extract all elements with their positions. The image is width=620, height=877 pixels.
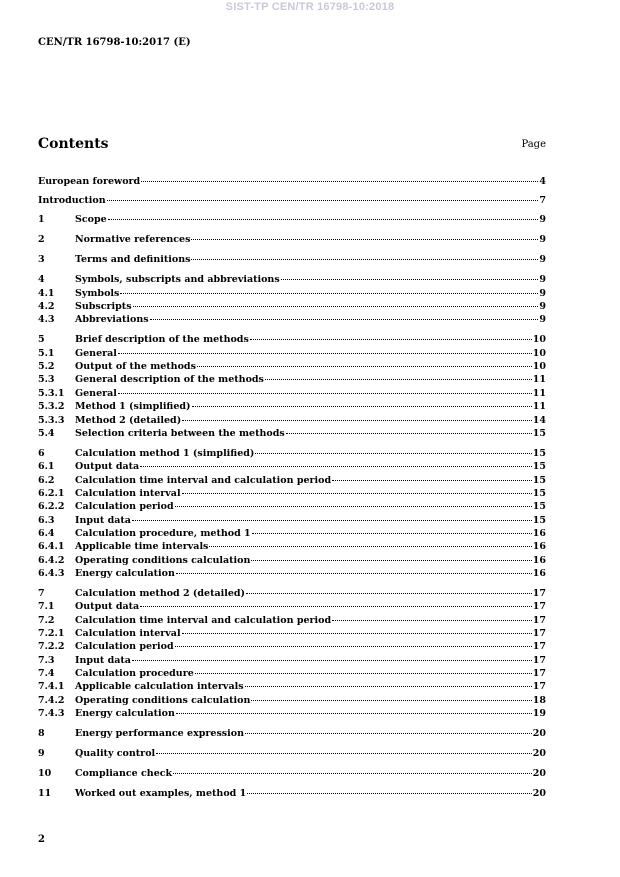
- toc-entry[interactable]: [38, 487, 546, 501]
- toc-entry-page: 9: [539, 301, 546, 312]
- toc-entry[interactable]: [38, 707, 546, 721]
- toc-entry-page: 19: [532, 708, 546, 719]
- toc-dot-leader: [175, 645, 532, 647]
- toc-dot-leader: [246, 592, 532, 594]
- toc-entry-title: Calculation procedure, method 1: [75, 528, 251, 539]
- toc-entry-page: 16: [532, 541, 546, 552]
- toc-entry-page: 16: [532, 568, 546, 579]
- toc-entry-title: Calculation interval: [75, 488, 181, 499]
- toc-entry[interactable]: [38, 213, 546, 227]
- toc-dot-leader: [132, 659, 532, 661]
- toc-entry[interactable]: [38, 667, 546, 681]
- toc-entry-page: 14: [532, 415, 546, 426]
- toc-entry-page: 4: [539, 176, 546, 187]
- toc-dot-leader: [195, 672, 532, 674]
- toc-entry-number: 7.1: [38, 601, 55, 612]
- toc-entry-page: 16: [532, 528, 546, 539]
- toc-dot-leader: [176, 712, 532, 714]
- toc-entry-number: 3: [38, 254, 45, 265]
- toc-dot-leader: [245, 685, 532, 687]
- toc-entry-number: 5.3: [38, 374, 55, 385]
- toc-entry[interactable]: [38, 654, 546, 668]
- toc-entry-number: 6.4.3: [38, 568, 65, 579]
- toc-dot-leader: [250, 338, 532, 340]
- toc-entry[interactable]: [38, 787, 546, 801]
- toc-entry-number: 7.3: [38, 655, 55, 666]
- toc-entry-number: 6.1: [38, 461, 55, 472]
- toc-entry-page: 20: [532, 768, 546, 779]
- toc-entry[interactable]: [38, 194, 546, 208]
- toc-entry-title: Applicable time intervals: [75, 541, 209, 552]
- toc-entry-page: 17: [532, 668, 546, 679]
- toc-dot-leader: [141, 180, 538, 182]
- toc-entry-number: 5: [38, 334, 45, 345]
- toc-dot-leader: [182, 492, 532, 494]
- toc-dot-leader: [286, 432, 532, 434]
- toc-entry-title: Compliance check: [75, 768, 173, 779]
- toc-entry-page: 15: [532, 515, 546, 526]
- toc-entry-page: 11: [532, 374, 546, 385]
- toc-entry-page: 17: [532, 681, 546, 692]
- toc-dot-leader: [176, 572, 532, 574]
- toc-entry-title: Calculation method 2 (detailed): [75, 588, 246, 599]
- toc-entry[interactable]: [38, 447, 546, 461]
- toc-entry-title: Method 1 (simplified): [75, 401, 191, 412]
- toc-entry-page: 17: [532, 601, 546, 612]
- toc-entry-number: 4.2: [38, 301, 55, 312]
- toc-entry-title: Calculation procedure: [75, 668, 194, 679]
- toc-dot-leader: [108, 218, 539, 220]
- toc-dot-leader: [120, 292, 538, 294]
- toc-dot-leader: [140, 605, 532, 607]
- toc-dot-leader: [247, 792, 532, 794]
- toc-entry[interactable]: [38, 347, 546, 361]
- toc-entry-page: 16: [532, 555, 546, 566]
- toc-entry[interactable]: [38, 460, 546, 474]
- toc-dot-leader: [140, 465, 532, 467]
- toc-dot-leader: [265, 378, 532, 380]
- toc-entry[interactable]: [38, 273, 546, 287]
- toc-entry[interactable]: [38, 554, 546, 568]
- toc-entry[interactable]: [38, 387, 546, 401]
- toc-entry-number: 10: [38, 768, 52, 779]
- toc-entry[interactable]: [38, 400, 546, 414]
- toc-entry-title: Applicable calculation intervals: [75, 681, 244, 692]
- toc-entry-page: 15: [532, 488, 546, 499]
- toc-entry-page: 17: [532, 628, 546, 639]
- toc-dot-leader: [245, 732, 532, 734]
- toc-entry-page: 9: [539, 288, 546, 299]
- toc-entry-title: Symbols, subscripts and abbreviations: [75, 274, 280, 285]
- toc-entry-number: 4.3: [38, 314, 55, 325]
- toc-entry[interactable]: [38, 640, 546, 654]
- toc-entry[interactable]: [38, 253, 546, 267]
- toc-dot-leader: [156, 752, 532, 754]
- toc-entry-title: Energy calculation: [75, 708, 175, 719]
- toc-entry-title: Input data: [75, 515, 131, 526]
- toc-dot-leader: [252, 532, 532, 534]
- toc-entry-number: 7.2.2: [38, 641, 65, 652]
- toc-entry[interactable]: [38, 233, 546, 247]
- toc-entry[interactable]: [38, 680, 546, 694]
- toc-entry-title: Calculation time interval and calculation period: [75, 475, 332, 486]
- toc-entry[interactable]: [38, 300, 546, 314]
- toc-dot-leader: [191, 238, 538, 240]
- toc-entry[interactable]: [38, 333, 546, 347]
- toc-entry-title: Operating conditions calculation: [75, 555, 251, 566]
- toc-entry-title: Calculation interval: [75, 628, 181, 639]
- toc-entry-page: 15: [532, 428, 546, 439]
- toc-dot-leader: [107, 199, 539, 201]
- toc-entry-number: 6.4.1: [38, 541, 65, 552]
- toc-entry-page: 9: [539, 234, 546, 245]
- toc-entry-page: 20: [532, 788, 546, 799]
- contents-title: Contents: [38, 136, 109, 152]
- toc-entry-title: Method 2 (detailed): [75, 415, 182, 426]
- toc-dot-leader: [175, 505, 532, 507]
- toc-entry-title: Calculation period: [75, 501, 174, 512]
- toc-entry-title: Output of the methods: [75, 361, 196, 372]
- toc-entry[interactable]: [38, 500, 546, 514]
- toc-entry-page: 11: [532, 388, 546, 399]
- toc-entry-number: 5.3.3: [38, 415, 65, 426]
- toc-dot-leader: [251, 699, 531, 701]
- toc-entry-page: 9: [539, 274, 546, 285]
- toc-entry-page: 17: [532, 641, 546, 652]
- toc-entry-number: 5.3.1: [38, 388, 65, 399]
- toc-entry-number: 6.3: [38, 515, 55, 526]
- toc-entry-number: 6.2.1: [38, 488, 65, 499]
- toc-entry-number: 9: [38, 748, 45, 759]
- toc-entry-number: 6.2: [38, 475, 55, 486]
- toc-entry[interactable]: [38, 175, 546, 189]
- toc-entry-number: 6: [38, 448, 45, 459]
- toc-entry-page: 7: [539, 195, 546, 206]
- toc-entry[interactable]: [38, 727, 546, 741]
- toc-entry-title: Scope: [75, 214, 107, 225]
- toc-entry-number: 5.1: [38, 348, 55, 359]
- toc-entry-number: 8: [38, 728, 45, 739]
- toc-entry-title: General: [75, 388, 117, 399]
- toc-entry-page: 9: [539, 314, 546, 325]
- toc-dot-leader: [133, 305, 539, 307]
- toc-entry[interactable]: [38, 360, 546, 374]
- toc-entry-title: Worked out examples, method 1: [75, 788, 247, 799]
- toc-entry-number: 7.4.3: [38, 708, 65, 719]
- toc-entry-page: 15: [532, 475, 546, 486]
- toc-entry-title: General description of the methods: [75, 374, 264, 385]
- toc-dot-leader: [118, 352, 532, 354]
- toc-entry[interactable]: [38, 767, 546, 781]
- toc-entry-title: Energy performance expression: [75, 728, 244, 739]
- toc-entry-number: 7: [38, 588, 45, 599]
- toc-entry-title: General: [75, 348, 117, 359]
- watermark: SIST-TP CEN/TR 16798-10:2018: [225, 1, 395, 13]
- toc-entry[interactable]: [38, 474, 546, 488]
- toc-entry[interactable]: [38, 747, 546, 761]
- toc-dot-leader: [332, 619, 532, 621]
- toc-entry-page: 17: [532, 655, 546, 666]
- toc-entry-number: 4.1: [38, 288, 55, 299]
- toc-entry-number: 4: [38, 274, 45, 285]
- toc-entry[interactable]: [38, 287, 546, 301]
- toc-entry-page: 10: [532, 361, 546, 372]
- toc-entry-number: 6.4: [38, 528, 55, 539]
- toc-entry-title: Normative references: [75, 234, 191, 245]
- toc-entry-title: Operating conditions calculation: [75, 695, 251, 706]
- toc-entry-title: Symbols: [75, 288, 120, 299]
- toc-entry-title: Quality control: [75, 748, 156, 759]
- toc-entry-number: 7.4.1: [38, 681, 65, 692]
- toc-entry-page: 9: [539, 254, 546, 265]
- toc-entry-title: Output data: [75, 601, 140, 612]
- page-column-label: Page: [521, 139, 546, 150]
- toc-entry[interactable]: [38, 313, 546, 327]
- toc-entry-page: 10: [532, 348, 546, 359]
- toc-entry[interactable]: [38, 600, 546, 614]
- toc-entry[interactable]: [38, 540, 546, 554]
- document-id: CEN/TR 16798-10:2017 (E): [38, 37, 191, 48]
- toc-entry-title: Terms and definitions: [75, 254, 191, 265]
- toc-entry-page: 17: [532, 588, 546, 599]
- toc-dot-leader: [192, 405, 532, 407]
- toc-dot-leader: [209, 545, 531, 547]
- page-number: 2: [38, 834, 45, 845]
- toc-entry[interactable]: [38, 694, 546, 708]
- toc-entry-number: 11: [38, 788, 52, 799]
- toc-dot-leader: [332, 479, 532, 481]
- toc-entry-title: Selection criteria between the methods: [75, 428, 285, 439]
- toc-entry-number: 5.3.2: [38, 401, 65, 412]
- toc-dot-leader: [173, 772, 532, 774]
- toc-dot-leader: [182, 419, 532, 421]
- toc-entry-title: Input data: [75, 655, 131, 666]
- toc-entry-number: 6.2.2: [38, 501, 65, 512]
- toc-dot-leader: [197, 365, 532, 367]
- toc-entry-page: 15: [532, 501, 546, 512]
- toc-dot-leader: [150, 318, 539, 320]
- toc-entry-title: European foreword: [38, 176, 141, 187]
- toc-entry-title: Energy calculation: [75, 568, 175, 579]
- toc-entry-title: Output data: [75, 461, 140, 472]
- toc-entry-page: 11: [532, 401, 546, 412]
- toc-entry-page: 15: [532, 461, 546, 472]
- toc-entry[interactable]: [38, 414, 546, 428]
- toc-entry[interactable]: [38, 567, 546, 581]
- toc-dot-leader: [251, 559, 531, 561]
- toc-entry-page: 20: [532, 728, 546, 739]
- toc-dot-leader: [191, 258, 538, 260]
- toc-entry-number: 2: [38, 234, 45, 245]
- toc-entry-title: Abbreviations: [75, 314, 149, 325]
- toc-dot-leader: [118, 392, 532, 394]
- toc-entry-title: Calculation method 1 (simplified): [75, 448, 255, 459]
- toc-entry-number: 5.4: [38, 428, 55, 439]
- toc-entry-number: 7.2.1: [38, 628, 65, 639]
- toc-dot-leader: [255, 452, 531, 454]
- toc-entry-number: 7.4: [38, 668, 55, 679]
- toc-entry[interactable]: [38, 427, 546, 441]
- toc-entry-number: 5.2: [38, 361, 55, 372]
- toc-entry-page: 20: [532, 748, 546, 759]
- toc-entry[interactable]: [38, 514, 546, 528]
- toc-dot-leader: [132, 519, 532, 521]
- toc-entry-page: 15: [532, 448, 546, 459]
- toc-entry-page: 10: [532, 334, 546, 345]
- toc-entry[interactable]: [38, 527, 546, 541]
- toc-entry-page: 9: [539, 214, 546, 225]
- toc-entry-title: Calculation time interval and calculation period: [75, 615, 332, 626]
- toc-entry-title: Brief description of the methods: [75, 334, 249, 345]
- toc-entry[interactable]: [38, 614, 546, 628]
- toc-entry[interactable]: [38, 587, 546, 601]
- toc-entry-title: Calculation period: [75, 641, 174, 652]
- toc-entry[interactable]: [38, 627, 546, 641]
- toc-entry-page: 17: [532, 615, 546, 626]
- toc-entry-page: 18: [532, 695, 546, 706]
- toc-dot-leader: [281, 278, 539, 280]
- toc-entry-title: Introduction: [38, 195, 106, 206]
- toc-entry-number: 7.4.2: [38, 695, 65, 706]
- toc-entry-number: 1: [38, 214, 45, 225]
- toc-entry[interactable]: [38, 373, 546, 387]
- toc-entry-number: 7.2: [38, 615, 55, 626]
- toc-entry-number: 6.4.2: [38, 555, 65, 566]
- toc-dot-leader: [182, 632, 532, 634]
- toc-entry-title: Subscripts: [75, 301, 132, 312]
